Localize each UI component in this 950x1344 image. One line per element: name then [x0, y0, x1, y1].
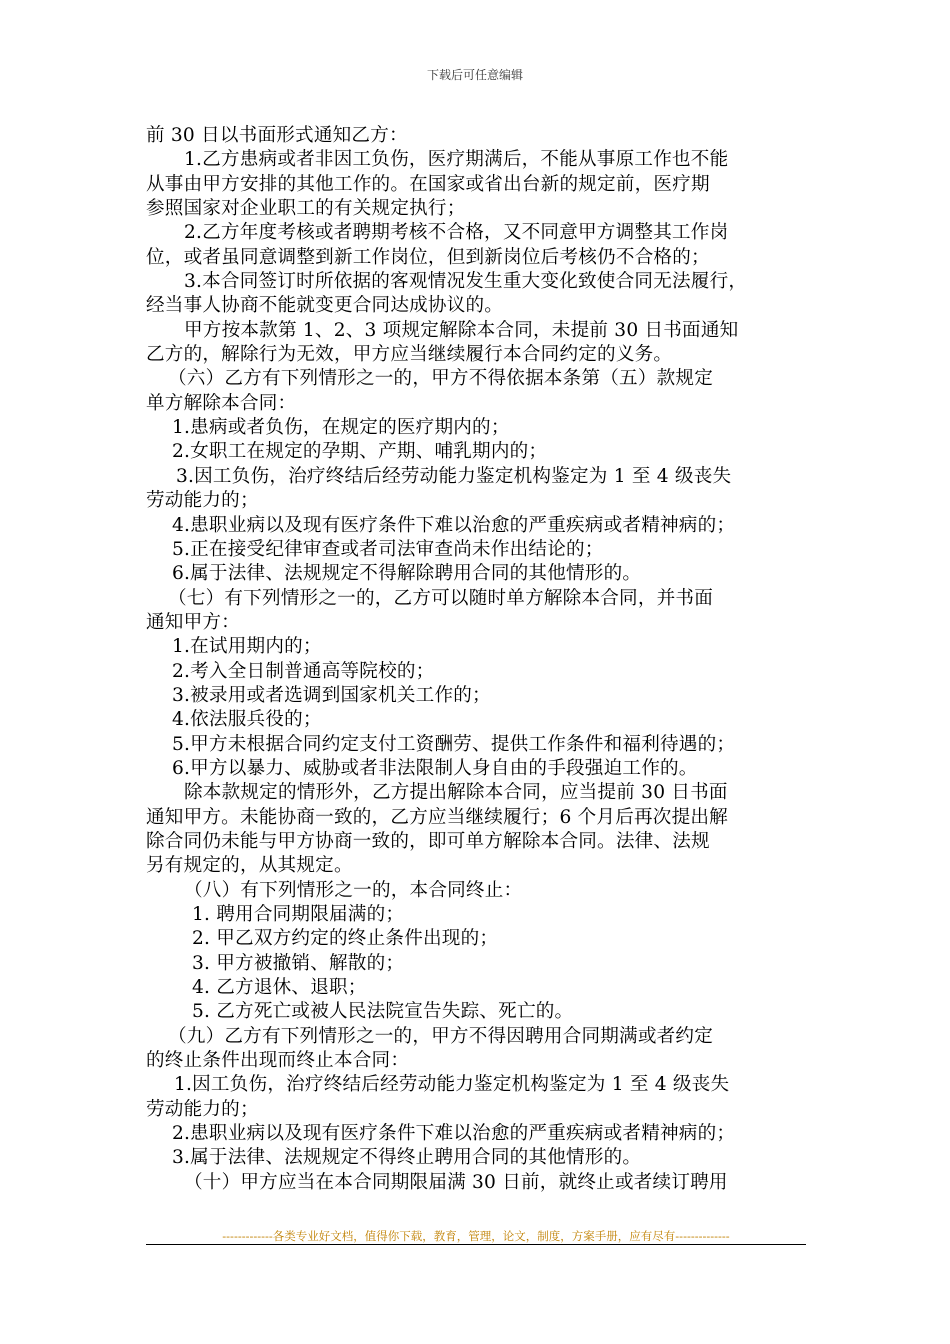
text-line: 通知甲方： [146, 611, 240, 633]
text-line: （十）甲方应当在本合同期限届满 30 日前，就终止或者续订聘用 [184, 1171, 728, 1193]
footer-rule [146, 1244, 806, 1245]
text-line: 5.正在接受纪律审查或者司法审查尚未作出结论的； [172, 538, 604, 560]
text-line: 除本款规定的情形外，乙方提出解除本合同，应当提前 30 日书面 [184, 782, 728, 804]
text-line: 从事由甲方安排的其他工作的。在国家或省出台新的规定前，医疗期 [146, 173, 710, 195]
text-line: 除合同仍未能与甲方协商一致的，即可单方解除本合同。法律、法规 [146, 830, 710, 852]
text-line: （九）乙方有下列情形之一的，甲方不得因聘用合同期满或者约定 [168, 1025, 714, 1047]
page-footer: -------------各类专业好文档，值得你下载，教育，管理，论文，制度，方案手册，应有尽有-------------- [222, 1229, 730, 1243]
text-line: 2.考入全日制普通高等院校的； [172, 660, 435, 682]
text-line: 6.甲方以暴力、威胁或者非法限制人身自由的手段强迫工作的。 [172, 757, 698, 779]
text-line: 3.被录用或者选调到国家机关工作的； [172, 684, 491, 706]
text-line: 3.因工负伤，治疗终结后经劳动能力鉴定机构鉴定为 1 至 4 级丧失 [176, 465, 732, 487]
text-line: （六）乙方有下列情形之一的，甲方不得依据本条第（五）款规定 [168, 368, 714, 390]
text-line: 乙方的，解除行为无效，甲方应当继续履行本合同约定的义务。 [146, 344, 673, 366]
text-line: 1.患病或者负伤，在规定的医疗期内的； [172, 417, 510, 439]
text-line: 另有规定的，从其规定。 [146, 855, 353, 877]
text-line: 前 30 日以书面形式通知乙方： [146, 125, 408, 146]
text-line: 1. 聘用合同期限届满的； [192, 904, 405, 925]
page-header: 下载后可任意编辑 [426, 68, 523, 82]
text-line: （七）有下列情形之一的，乙方可以随时单方解除本合同，并书面 [168, 587, 714, 609]
text-line: 2.患职业病以及现有医疗条件下难以治愈的严重疾病或者精神病的； [172, 1123, 736, 1145]
text-line: 位，或者虽同意调整到新工作岗位，但到新岗位后考核仍不合格的； [146, 246, 710, 268]
text-line: 单方解除本合同： [146, 392, 297, 414]
text-line: 4.依法服兵役的； [172, 709, 322, 731]
text-line: 的终止条件出现而终止本合同： [146, 1050, 410, 1072]
text-line: 经当事人协商不能就变更合同达成协议的。 [146, 295, 504, 317]
text-line: 1.乙方患病或者非因工负伤，医疗期满后，不能从事原工作也不能 [184, 149, 729, 171]
text-line: 6.属于法律、法规规定不得解除聘用合同的其他情形的。 [172, 563, 642, 585]
text-line: 1.在试用期内的； [172, 636, 322, 658]
text-line: 通知甲方。未能协商一致的，乙方应当继续履行；6 个月后再次提出解 [146, 806, 728, 828]
text-line: 劳动能力的； [146, 1098, 259, 1120]
text-line: 3.本合同签订时所依据的客观情况发生重大变化致使合同无法履行， [184, 271, 748, 293]
text-line: 劳动能力的； [146, 490, 259, 512]
text-line: 甲方按本款第 1、2、3 项规定解除本合同，未提前 30 日书面通知 [184, 319, 739, 341]
text-line: 4. 乙方退休、退职； [192, 977, 367, 999]
text-line: 3. 甲方被撤销、解散的； [192, 952, 405, 974]
text-line: 参照国家对企业职工的有关规定执行； [146, 198, 466, 220]
text-line: 4.患职业病以及现有医疗条件下难以治愈的严重疾病或者精神病的； [172, 514, 736, 536]
text-line: 2.女职工在规定的孕期、产期、哺乳期内的； [172, 441, 548, 463]
text-line: 5. 乙方死亡或被人民法院宣告失踪、死亡的。 [192, 1001, 574, 1023]
text-line: 1.因工负伤，治疗终结后经劳动能力鉴定机构鉴定为 1 至 4 级丧失 [174, 1074, 730, 1096]
text-line: 2. 甲乙双方约定的终止条件出现的； [192, 928, 499, 950]
text-line: 5.甲方未根据合同约定支付工资酬劳、提供工作条件和福利待遇的； [172, 733, 736, 755]
text-line: 2.乙方年度考核或者聘期考核不合格，又不同意甲方调整其工作岗 [184, 222, 729, 244]
text-line: （八）有下列情形之一的，本合同终止： [184, 879, 523, 901]
text-line: 3.属于法律、法规规定不得终止聘用合同的其他情形的。 [172, 1147, 642, 1169]
document-body [146, 124, 814, 1195]
